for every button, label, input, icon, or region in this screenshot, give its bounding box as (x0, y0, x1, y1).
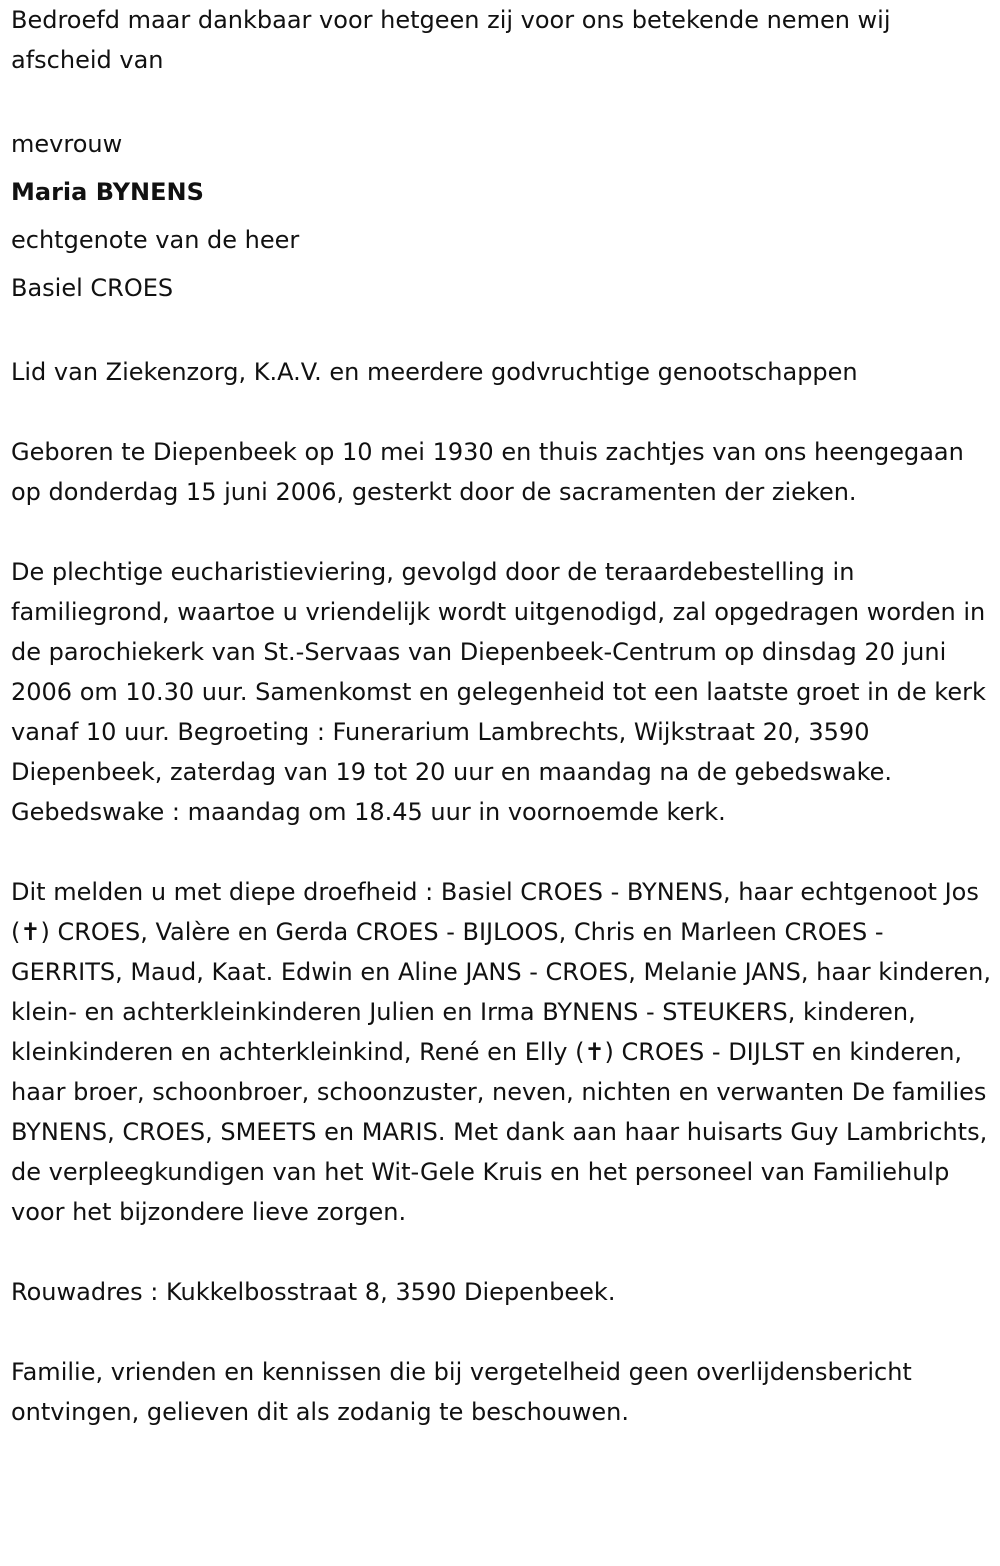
address-text: Rouwadres : Kukkelbosstraat 8, 3590 Diepenbeek. (11, 1278, 616, 1306)
spouse-relation: echtgenote van de heer (11, 226, 300, 254)
spacer (11, 80, 996, 120)
salutation: mevrouw (11, 130, 123, 158)
spacer (11, 1232, 996, 1272)
spacer (11, 312, 996, 352)
spacer (11, 512, 996, 552)
spouse-name: Basiel CROES (11, 274, 174, 302)
membership-text: Lid van Ziekenzorg, K.A.V. en meerdere godvruchtige genootschappen (11, 358, 858, 386)
family-text: Dit melden u met diepe droefheid : Basiel CROES - BYNENS, haar echtgenoot Jos (✝) CROES, Valère en Gerda CROES - BIJLOOS, Chris en Marleen CROES - GERRITS, Maud, Kaat. Edwin en Aline JANS - CROES, Melanie JANS, haar kinderen, klein- en achterkleinkinderen Julien en Irma BYNENS - STEUKERS, kinderen, kleinkinderen en achterkleinkind, René en Elly (✝) CROES - DIJLST en kinderen, haar broer, schoonbroer, schoonzuster, neven, nichten en verwanten De families BYNENS, CROES, SMEETS en MARIS. Met dank aan haar huisarts Guy Lambrichts, de verpleegkundigen van het Wit-Gele Kruis en het personeel van Familiehulp voor het bijzondere lieve zorgen. (11, 878, 992, 1226)
birth-death-text: Geboren te Diepenbeek op 10 mei 1930 en thuis zachtjes van ons heengegaan op donderdag 15 juni 2006, gesterkt door de sacramenten der zieken. (11, 438, 964, 506)
intro-text: Bedroefd maar dankbaar voor hetgeen zij voor ons betekende nemen wij afscheid van (11, 6, 891, 74)
spacer (11, 832, 996, 872)
deceased-name: Maria BYNENS (11, 178, 204, 206)
obituary-text (11, 0, 996, 1432)
closing-text: Familie, vrienden en kennissen die bij vergetelheid geen overlijdensbericht ontvingen, gelieven dit als zodanig te beschouwen. (11, 1358, 912, 1426)
spacer (11, 1312, 996, 1352)
spacer (11, 392, 996, 432)
ceremony-text: De plechtige eucharistieviering, gevolgd door de teraardebestelling in familiegrond, waartoe u vriendelijk wordt uitgenodigd, zal opgedragen worden in de parochiekerk van St.-Servaas van Diepenbeek-Centrum op dinsdag 20 juni 2006 om 10.30 uur. Samenkomst en gelegenheid tot een laatste groet in de kerk vanaf 10 uur. Begroeting : Funerarium Lambrechts, Wijkstraat 20, 3590 Diepenbeek, zaterdag van 19 tot 20 uur en maandag na de gebedswake. Gebedswake : maandag om 18.45 uur in voornoemde kerk. (11, 558, 986, 826)
